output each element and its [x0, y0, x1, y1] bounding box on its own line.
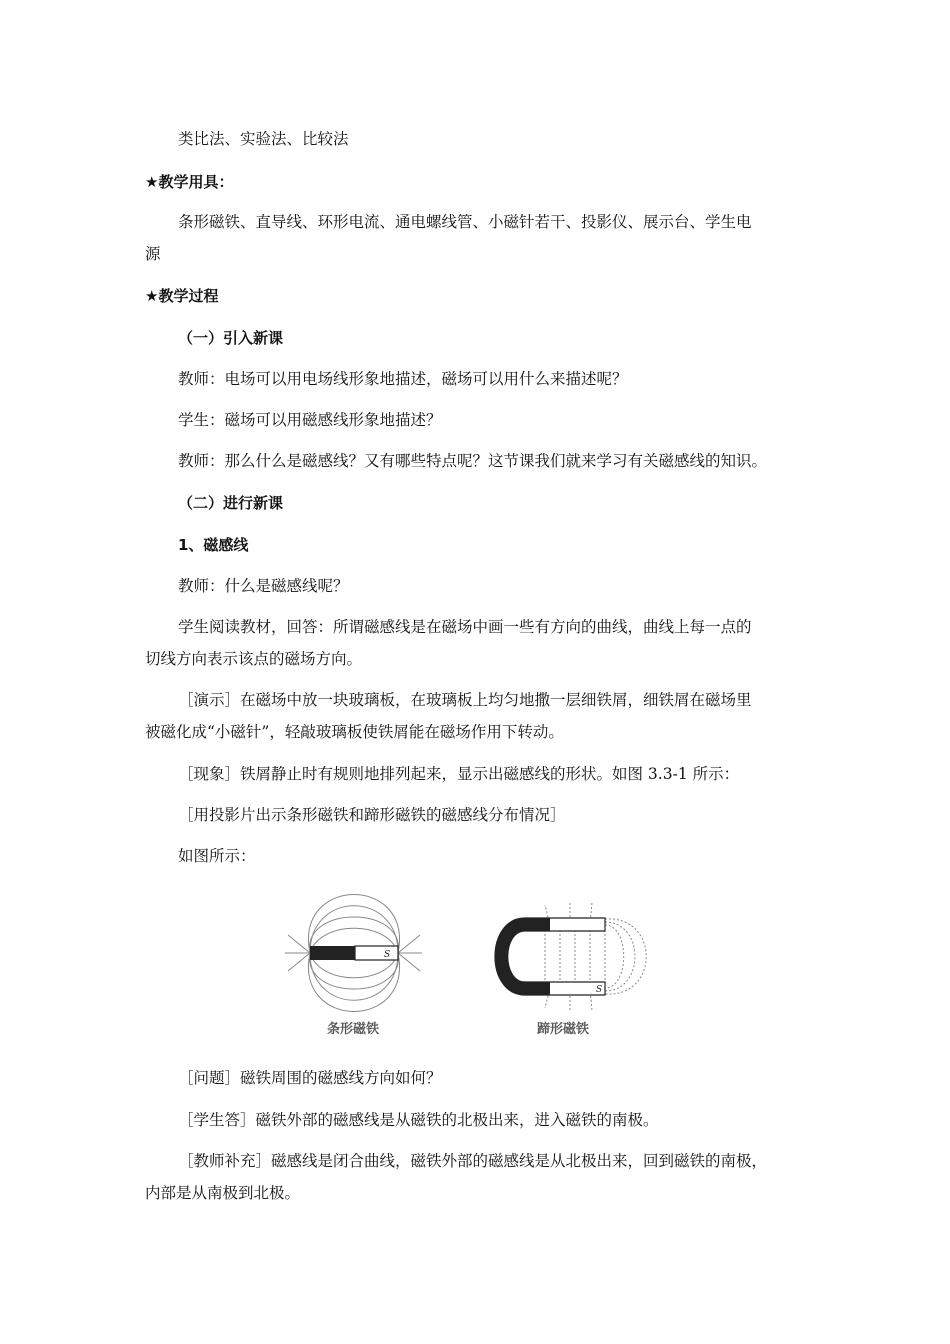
teacher-question: 教师：什么是磁感线呢？	[178, 577, 349, 595]
horseshoe-magnet	[495, 918, 605, 995]
section1-line1: 教师：电场可以用电场线形象地描述，磁场可以用什么来描述呢？	[178, 370, 628, 388]
teacher-supplement-line1: ［教师补充］磁感线是闭合曲线，磁铁外部的磁感线是从北极出来，回到磁铁的南极，	[178, 1152, 768, 1170]
bar-magnet-caption: 条形磁铁	[327, 1022, 380, 1037]
teacher-supplement-line2: 内部是从南极到北极。	[145, 1184, 301, 1202]
tools-text-line1: 条形磁铁、直导线、环形电流、通电螺线管、小磁针若干、投影仪、展示台、学生电	[178, 213, 752, 231]
horseshoe-pole-s-label: S	[596, 985, 603, 995]
horseshoe-magnet-caption: 蹄形磁铁	[537, 1022, 590, 1037]
answer-line1: 学生阅读教材，回答：所谓磁感线是在磁场中画一些有方向的曲线，曲线上每一点的	[178, 618, 752, 636]
as-shown-text: 如图所示：	[178, 847, 256, 865]
section2-sub1: 1、磁感线	[178, 536, 249, 554]
methods-text: 类比法、实验法、比较法	[178, 130, 349, 148]
projection-text: ［用投影片出示条形磁铁和蹄形磁铁的磁感线分布情况］	[178, 806, 566, 824]
answer-line2: 切线方向表示该点的磁场方向。	[145, 650, 363, 668]
magnet-field-figure	[280, 880, 670, 1045]
phenomenon-text: ［现象］铁屑静止时有规则地排列起来，显示出磁感线的形状。如图 3.3-1 所示：	[178, 765, 740, 783]
tools-text-line2: 源	[145, 245, 161, 263]
bar-magnet	[310, 946, 398, 960]
question-text: ［问题］磁铁周围的磁感线方向如何？	[178, 1069, 442, 1087]
section2-title: （二）进行新课	[178, 494, 284, 512]
section1-title: （一）引入新课	[178, 329, 284, 347]
section1-line3: 教师：那么什么是磁感线？又有哪些特点呢？这节课我们就来学习有关磁感线的知识。	[178, 452, 768, 470]
process-heading: ★教学过程	[145, 287, 219, 305]
bar-pole-s-label: S	[384, 950, 391, 960]
demo-line1: ［演示］在磁场中放一块玻璃板，在玻璃板上均匀地撒一层细铁屑，细铁屑在磁场里	[178, 691, 752, 709]
demo-line2: 被磁化成“小磁针”，轻敲玻璃板使铁屑能在磁场作用下转动。	[145, 723, 564, 741]
tools-heading: ★教学用具：	[145, 173, 234, 191]
section1-line2: 学生：磁场可以用磁感线形象地描述？	[178, 411, 442, 429]
student-answer-text: ［学生答］磁铁外部的磁感线是从磁铁的北极出来，进入磁铁的南极。	[178, 1111, 659, 1129]
